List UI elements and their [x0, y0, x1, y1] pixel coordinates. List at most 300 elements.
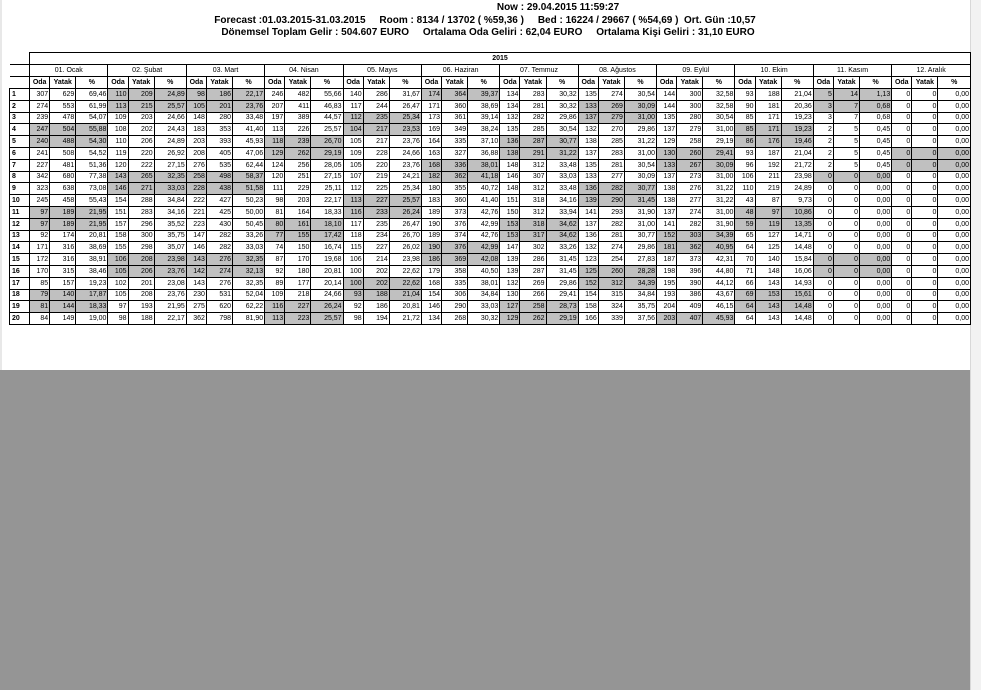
occupancy-percent-cell: 24,21 [389, 171, 421, 183]
occupancy-percent-cell: 14,48 [781, 242, 813, 254]
occupancy-percent-cell: 51,36 [76, 159, 108, 171]
bed-count-cell: 405 [206, 147, 232, 159]
occupancy-percent-cell: 42,76 [468, 230, 500, 242]
occupancy-percent-cell: 30,09 [624, 100, 656, 112]
occupancy-percent-cell: 31,00 [624, 112, 656, 124]
sub-header: Yatak [912, 77, 938, 89]
room-count-cell: 171 [421, 100, 441, 112]
table-row [10, 183, 971, 195]
bed-count-cell: 270 [598, 124, 624, 136]
bed-count-cell: 271 [128, 183, 154, 195]
bed-count-cell: 174 [50, 230, 76, 242]
table-row [10, 159, 971, 171]
room-count-cell: 123 [578, 254, 598, 266]
report-header [0, 2, 970, 40]
occupancy-percent-cell: 33,03 [546, 171, 578, 183]
occupancy-percent-cell: 0,00 [938, 124, 971, 136]
room-count-cell: 105 [343, 136, 363, 148]
room-count-cell: 144 [657, 89, 677, 101]
bed-count-cell: 281 [598, 159, 624, 171]
room-count-cell: 0 [813, 242, 833, 254]
occupancy-percent-cell: 31,22 [703, 183, 735, 195]
bed-count-cell: 277 [677, 195, 703, 207]
sub-header: Oda [108, 77, 128, 89]
occupancy-percent-cell: 13,35 [781, 218, 813, 230]
occupancy-percent-cell: 29,86 [624, 242, 656, 254]
occupancy-percent-cell: 31,22 [624, 136, 656, 148]
bed-count-cell: 186 [363, 301, 389, 313]
room-count-cell: 0 [892, 254, 912, 266]
room-count-cell: 203 [657, 313, 677, 325]
occupancy-percent-cell: 34,16 [546, 195, 578, 207]
bed-count-cell: 148 [755, 265, 781, 277]
bed-count-cell: 411 [285, 100, 311, 112]
occupancy-percent-cell: 19,23 [781, 124, 813, 136]
bed-count-cell: 258 [520, 301, 546, 313]
room-count-cell: 90 [735, 100, 755, 112]
occupancy-percent-cell: 41,40 [233, 124, 265, 136]
bed-count-cell: 282 [206, 242, 232, 254]
bed-count-cell: 0 [833, 195, 859, 207]
occupancy-percent-cell: 33,03 [468, 301, 500, 313]
bed-count-cell: 143 [755, 277, 781, 289]
bed-count-cell: 281 [520, 100, 546, 112]
bed-count-cell: 177 [285, 277, 311, 289]
sub-header: % [938, 77, 971, 89]
occupancy-percent-cell: 31,00 [703, 124, 735, 136]
occupancy-percent-cell: 81,90 [233, 313, 265, 325]
bed-count-cell: 171 [755, 124, 781, 136]
room-count-cell: 0 [892, 112, 912, 124]
room-count-cell: 0 [892, 206, 912, 218]
room-count-cell: 118 [343, 230, 363, 242]
month-header: 01. Ocak [30, 65, 108, 77]
occupancy-percent-cell: 50,23 [233, 195, 265, 207]
occupancy-percent-cell: 0,00 [938, 301, 971, 313]
room-count-cell: 148 [500, 183, 520, 195]
room-count-cell: 0 [892, 195, 912, 207]
sub-header: Yatak [598, 77, 624, 89]
room-count-cell: 0 [892, 277, 912, 289]
bed-count-cell: 291 [520, 147, 546, 159]
sub-header: % [781, 77, 813, 89]
bed-count-cell: 276 [206, 277, 232, 289]
occupancy-percent-cell: 22,17 [233, 89, 265, 101]
bed-count-cell: 258 [677, 136, 703, 148]
room-count-cell: 134 [421, 313, 441, 325]
bed-count-cell: 376 [442, 218, 468, 230]
bed-count-cell: 282 [206, 230, 232, 242]
room-count-cell: 0 [813, 171, 833, 183]
table-row [10, 265, 971, 277]
table-row [10, 171, 971, 183]
room-count-cell: 130 [657, 147, 677, 159]
room-count-cell: 124 [265, 159, 285, 171]
room-count-cell: 97 [30, 218, 50, 230]
room-count-cell: 276 [186, 159, 206, 171]
occupancy-percent-cell: 0,45 [860, 147, 892, 159]
room-count-cell: 110 [108, 89, 128, 101]
sub-header: % [546, 77, 578, 89]
bed-count-cell: 498 [206, 171, 232, 183]
bed-count-cell: 315 [598, 289, 624, 301]
day-number: 14 [10, 242, 30, 254]
occupancy-percent-cell: 51,58 [233, 183, 265, 195]
occupancy-percent-cell: 20,81 [76, 230, 108, 242]
room-count-cell: 227 [30, 159, 50, 171]
bed-count-cell: 194 [363, 313, 389, 325]
occupancy-percent-cell: 29,41 [546, 289, 578, 301]
sub-header: Oda [343, 77, 363, 89]
room-count-cell: 0 [813, 230, 833, 242]
day-number: 13 [10, 230, 30, 242]
table-row [10, 136, 971, 148]
day-number: 17 [10, 277, 30, 289]
bed-count-cell: 267 [677, 159, 703, 171]
room-count-cell: 2 [813, 136, 833, 148]
occupancy-percent-cell: 30,09 [703, 159, 735, 171]
bed-count-cell: 7 [833, 100, 859, 112]
occupancy-percent-cell: 17,87 [76, 289, 108, 301]
room-count-cell: 137 [657, 171, 677, 183]
day-number: 4 [10, 124, 30, 136]
sub-header: % [311, 77, 343, 89]
room-count-cell: 0 [892, 183, 912, 195]
bed-count-cell: 317 [520, 230, 546, 242]
bed-count-cell: 300 [128, 230, 154, 242]
occupancy-percent-cell: 26,70 [311, 136, 343, 148]
occupancy-percent-cell: 32,58 [703, 89, 735, 101]
occupancy-percent-cell: 37,10 [468, 136, 500, 148]
room-count-cell: 148 [500, 159, 520, 171]
occupancy-percent-cell: 0,45 [860, 124, 892, 136]
occupancy-percent-cell: 21,04 [781, 147, 813, 159]
occupancy-percent-cell: 35,75 [154, 230, 186, 242]
occupancy-percent-cell: 25,57 [154, 100, 186, 112]
bed-count-cell: 312 [520, 206, 546, 218]
occupancy-percent-cell: 0,00 [938, 313, 971, 325]
occupancy-percent-cell: 26,92 [154, 147, 186, 159]
room-count-cell: 119 [108, 147, 128, 159]
occupancy-percent-cell: 32,58 [703, 100, 735, 112]
bed-count-cell: 235 [363, 112, 389, 124]
bed-count-cell: 287 [520, 265, 546, 277]
occupancy-percent-cell: 0,00 [938, 242, 971, 254]
bed-count-cell: 214 [363, 254, 389, 266]
bed-count-cell: 282 [520, 112, 546, 124]
room-count-cell: 86 [735, 136, 755, 148]
room-count-cell: 275 [186, 301, 206, 313]
room-count-cell: 98 [108, 313, 128, 325]
sub-header: % [233, 77, 265, 89]
occupancy-percent-cell: 10,86 [781, 206, 813, 218]
bed-count-cell: 0 [912, 265, 938, 277]
bed-count-cell: 620 [206, 301, 232, 313]
bed-count-cell: 157 [50, 277, 76, 289]
room-count-cell: 241 [30, 147, 50, 159]
bed-count-cell: 0 [912, 136, 938, 148]
bed-count-cell: 374 [442, 230, 468, 242]
room-count-cell: 132 [500, 112, 520, 124]
room-count-cell: 108 [108, 124, 128, 136]
occupancy-percent-cell: 69,46 [76, 89, 108, 101]
room-count-cell: 179 [421, 265, 441, 277]
day-number: 9 [10, 183, 30, 195]
room-count-cell: 143 [108, 171, 128, 183]
bed-count-cell: 189 [50, 206, 76, 218]
bed-count-cell: 192 [755, 159, 781, 171]
occupancy-percent-cell: 0,45 [860, 159, 892, 171]
occupancy-percent-cell: 30,32 [468, 313, 500, 325]
bed-count-cell: 360 [442, 195, 468, 207]
room-count-cell: 118 [265, 136, 285, 148]
bed-count-cell: 274 [677, 206, 703, 218]
sub-header: Yatak [128, 77, 154, 89]
forecast-summary: Forecast :01.03.2015-31.03.2015 Room : 8134 / 13702 ( %59,36 ) Bed : 16224 / 29667 ( %54,69 ) Ort. Gün :10,57 [214, 14, 756, 26]
occupancy-percent-cell: 9,73 [781, 195, 813, 207]
room-count-cell: 65 [735, 230, 755, 242]
bed-count-cell: 227 [363, 242, 389, 254]
occupancy-percent-cell: 0,00 [860, 265, 892, 277]
occupancy-percent-cell: 28,05 [311, 159, 343, 171]
occupancy-percent-cell: 25,11 [311, 183, 343, 195]
occupancy-percent-cell: 34,39 [703, 230, 735, 242]
bed-count-cell: 425 [206, 206, 232, 218]
room-count-cell: 222 [186, 195, 206, 207]
day-number: 16 [10, 265, 30, 277]
room-count-cell: 113 [265, 124, 285, 136]
room-count-cell: 64 [735, 301, 755, 313]
bed-count-cell: 283 [520, 89, 546, 101]
bed-count-cell: 389 [285, 112, 311, 124]
month-header: 07. Temmuz [500, 65, 578, 77]
occupancy-percent-cell: 21,95 [76, 218, 108, 230]
bed-count-cell: 0 [912, 147, 938, 159]
day-number: 6 [10, 147, 30, 159]
now-timestamp: Now : 29.04.2015 11:59:27 [496, 2, 620, 13]
occupancy-percent-cell: 24,89 [154, 89, 186, 101]
occupancy-percent-cell: 30,54 [703, 112, 735, 124]
table-row [10, 242, 971, 254]
room-count-cell: 0 [892, 230, 912, 242]
occupancy-percent-cell: 0,00 [938, 218, 971, 230]
bed-count-cell: 0 [912, 313, 938, 325]
room-count-cell: 221 [186, 206, 206, 218]
bed-count-cell: 358 [442, 265, 468, 277]
occupancy-percent-cell: 0,00 [860, 171, 892, 183]
bed-count-cell: 0 [912, 100, 938, 112]
sub-header: Oda [892, 77, 912, 89]
window-scrollbar[interactable] [970, 0, 981, 690]
occupancy-percent-cell: 38,46 [76, 265, 108, 277]
occupancy-percent-cell: 34,39 [624, 277, 656, 289]
bed-count-cell: 0 [912, 112, 938, 124]
bed-count-cell: 140 [50, 289, 76, 301]
bed-count-cell: 149 [50, 313, 76, 325]
bed-count-cell: 202 [128, 124, 154, 136]
day-number: 1 [10, 89, 30, 101]
room-count-cell: 113 [108, 100, 128, 112]
room-count-cell: 138 [657, 183, 677, 195]
occupancy-percent-cell: 23,76 [389, 159, 421, 171]
room-count-cell: 79 [30, 289, 50, 301]
bed-count-cell: 153 [755, 289, 781, 301]
room-count-cell: 98 [265, 195, 285, 207]
bed-count-cell: 170 [285, 254, 311, 266]
room-count-cell: 0 [892, 289, 912, 301]
bed-count-cell: 127 [755, 230, 781, 242]
month-header: 05. Mayıs [343, 65, 421, 77]
day-number: 18 [10, 289, 30, 301]
room-count-cell: 116 [343, 206, 363, 218]
occupancy-percent-cell: 30,77 [624, 183, 656, 195]
room-count-cell: 153 [500, 218, 520, 230]
bed-count-cell: 386 [677, 289, 703, 301]
room-count-cell: 228 [186, 183, 206, 195]
bed-count-cell: 269 [520, 277, 546, 289]
occupancy-percent-cell: 31,67 [389, 89, 421, 101]
occupancy-percent-cell: 0,00 [938, 147, 971, 159]
bed-count-cell: 0 [912, 124, 938, 136]
table-row [10, 89, 971, 101]
bed-count-cell: 0 [912, 242, 938, 254]
room-count-cell: 77 [265, 230, 285, 242]
occupancy-percent-cell: 54,07 [76, 112, 108, 124]
room-count-cell: 105 [186, 100, 206, 112]
bed-count-cell: 0 [912, 206, 938, 218]
occupancy-percent-cell: 0,00 [860, 301, 892, 313]
room-count-cell: 0 [892, 301, 912, 313]
room-count-cell: 3 [813, 112, 833, 124]
room-count-cell: 106 [108, 254, 128, 266]
bed-count-cell: 189 [50, 218, 76, 230]
occupancy-percent-cell: 22,17 [311, 195, 343, 207]
occupancy-percent-cell: 38,91 [76, 254, 108, 266]
bed-count-cell: 171 [755, 112, 781, 124]
bed-count-cell: 409 [677, 301, 703, 313]
bed-count-cell: 680 [50, 171, 76, 183]
table-row [10, 100, 971, 112]
room-count-cell: 120 [108, 159, 128, 171]
bed-count-cell: 282 [598, 218, 624, 230]
bed-count-cell: 282 [598, 183, 624, 195]
bed-count-cell: 336 [442, 159, 468, 171]
bed-count-cell: 5 [833, 124, 859, 136]
occupancy-percent-cell: 32,35 [233, 277, 265, 289]
occupancy-percent-cell: 50,00 [233, 206, 265, 218]
room-count-cell: 112 [343, 112, 363, 124]
occupancy-percent-cell: 38,69 [468, 100, 500, 112]
day-number: 2 [10, 100, 30, 112]
bed-count-cell: 360 [442, 100, 468, 112]
bed-count-cell: 119 [755, 218, 781, 230]
occupancy-percent-cell: 47,06 [233, 147, 265, 159]
occupancy-percent-cell: 34,16 [154, 206, 186, 218]
occupancy-percent-cell: 62,44 [233, 159, 265, 171]
occupancy-percent-cell: 42,31 [703, 254, 735, 266]
room-count-cell: 109 [265, 289, 285, 301]
room-count-cell: 97 [108, 301, 128, 313]
room-count-cell: 198 [657, 265, 677, 277]
bed-count-cell: 396 [677, 265, 703, 277]
occupancy-percent-cell: 27,83 [624, 254, 656, 266]
room-count-cell: 81 [265, 206, 285, 218]
occupancy-percent-cell: 33,03 [233, 242, 265, 254]
bed-count-cell: 315 [50, 265, 76, 277]
bed-count-cell: 318 [520, 195, 546, 207]
room-count-cell: 113 [343, 195, 363, 207]
occupancy-percent-cell: 42,76 [468, 206, 500, 218]
room-count-cell: 59 [735, 218, 755, 230]
occupancy-percent-cell: 0,00 [860, 218, 892, 230]
occupancy-percent-cell: 0,00 [860, 183, 892, 195]
occupancy-percent-cell: 36,88 [468, 147, 500, 159]
bed-count-cell: 288 [128, 195, 154, 207]
bed-count-cell: 150 [285, 242, 311, 254]
bed-count-cell: 276 [677, 183, 703, 195]
occupancy-percent-cell: 40,72 [468, 183, 500, 195]
bed-count-cell: 208 [128, 254, 154, 266]
bed-count-cell: 180 [285, 265, 311, 277]
occupancy-percent-cell: 31,90 [624, 206, 656, 218]
table-row [10, 147, 971, 159]
room-count-cell: 129 [500, 313, 520, 325]
occupancy-percent-cell: 25,57 [389, 195, 421, 207]
bed-count-cell: 335 [442, 277, 468, 289]
bed-count-cell: 373 [442, 206, 468, 218]
occupancy-percent-cell: 30,54 [546, 124, 578, 136]
occupancy-percent-cell: 30,77 [546, 136, 578, 148]
month-header: 10. Ekim [735, 65, 813, 77]
occupancy-percent-cell: 24,43 [154, 124, 186, 136]
corner-cell [10, 65, 30, 77]
occupancy-percent-cell: 17,42 [311, 230, 343, 242]
bed-count-cell: 186 [206, 89, 232, 101]
sub-header: Oda [30, 77, 50, 89]
bed-count-cell: 280 [206, 112, 232, 124]
occupancy-percent-cell: 24,66 [311, 289, 343, 301]
bed-count-cell: 225 [363, 183, 389, 195]
bed-count-cell: 349 [442, 124, 468, 136]
room-count-cell: 112 [343, 183, 363, 195]
occupancy-percent-cell: 22,62 [389, 265, 421, 277]
bed-count-cell: 0 [833, 265, 859, 277]
occupancy-percent-cell: 31,22 [546, 147, 578, 159]
occupancy-percent-cell: 18,10 [311, 218, 343, 230]
table-row [10, 301, 971, 313]
bed-count-cell: 279 [677, 124, 703, 136]
occupancy-percent-cell: 34,62 [546, 218, 578, 230]
month-header: 08. Ağustos [578, 65, 656, 77]
month-header: 03. Mart [186, 65, 264, 77]
month-header: 06. Haziran [421, 65, 499, 77]
room-count-cell: 223 [186, 218, 206, 230]
sub-header: Oda [657, 77, 677, 89]
bed-count-cell: 7 [833, 112, 859, 124]
bed-count-cell: 0 [833, 230, 859, 242]
room-count-cell: 106 [735, 171, 755, 183]
room-count-cell: 141 [578, 206, 598, 218]
bed-count-cell: 217 [363, 124, 389, 136]
occupancy-percent-cell: 54,52 [76, 147, 108, 159]
occupancy-percent-cell: 31,22 [703, 195, 735, 207]
room-count-cell: 182 [421, 171, 441, 183]
month-header: 09. Eylül [657, 65, 735, 77]
bed-count-cell: 262 [285, 147, 311, 159]
bed-count-cell: 188 [128, 313, 154, 325]
room-count-cell: 0 [892, 313, 912, 325]
occupancy-percent-cell: 20,81 [311, 265, 343, 277]
